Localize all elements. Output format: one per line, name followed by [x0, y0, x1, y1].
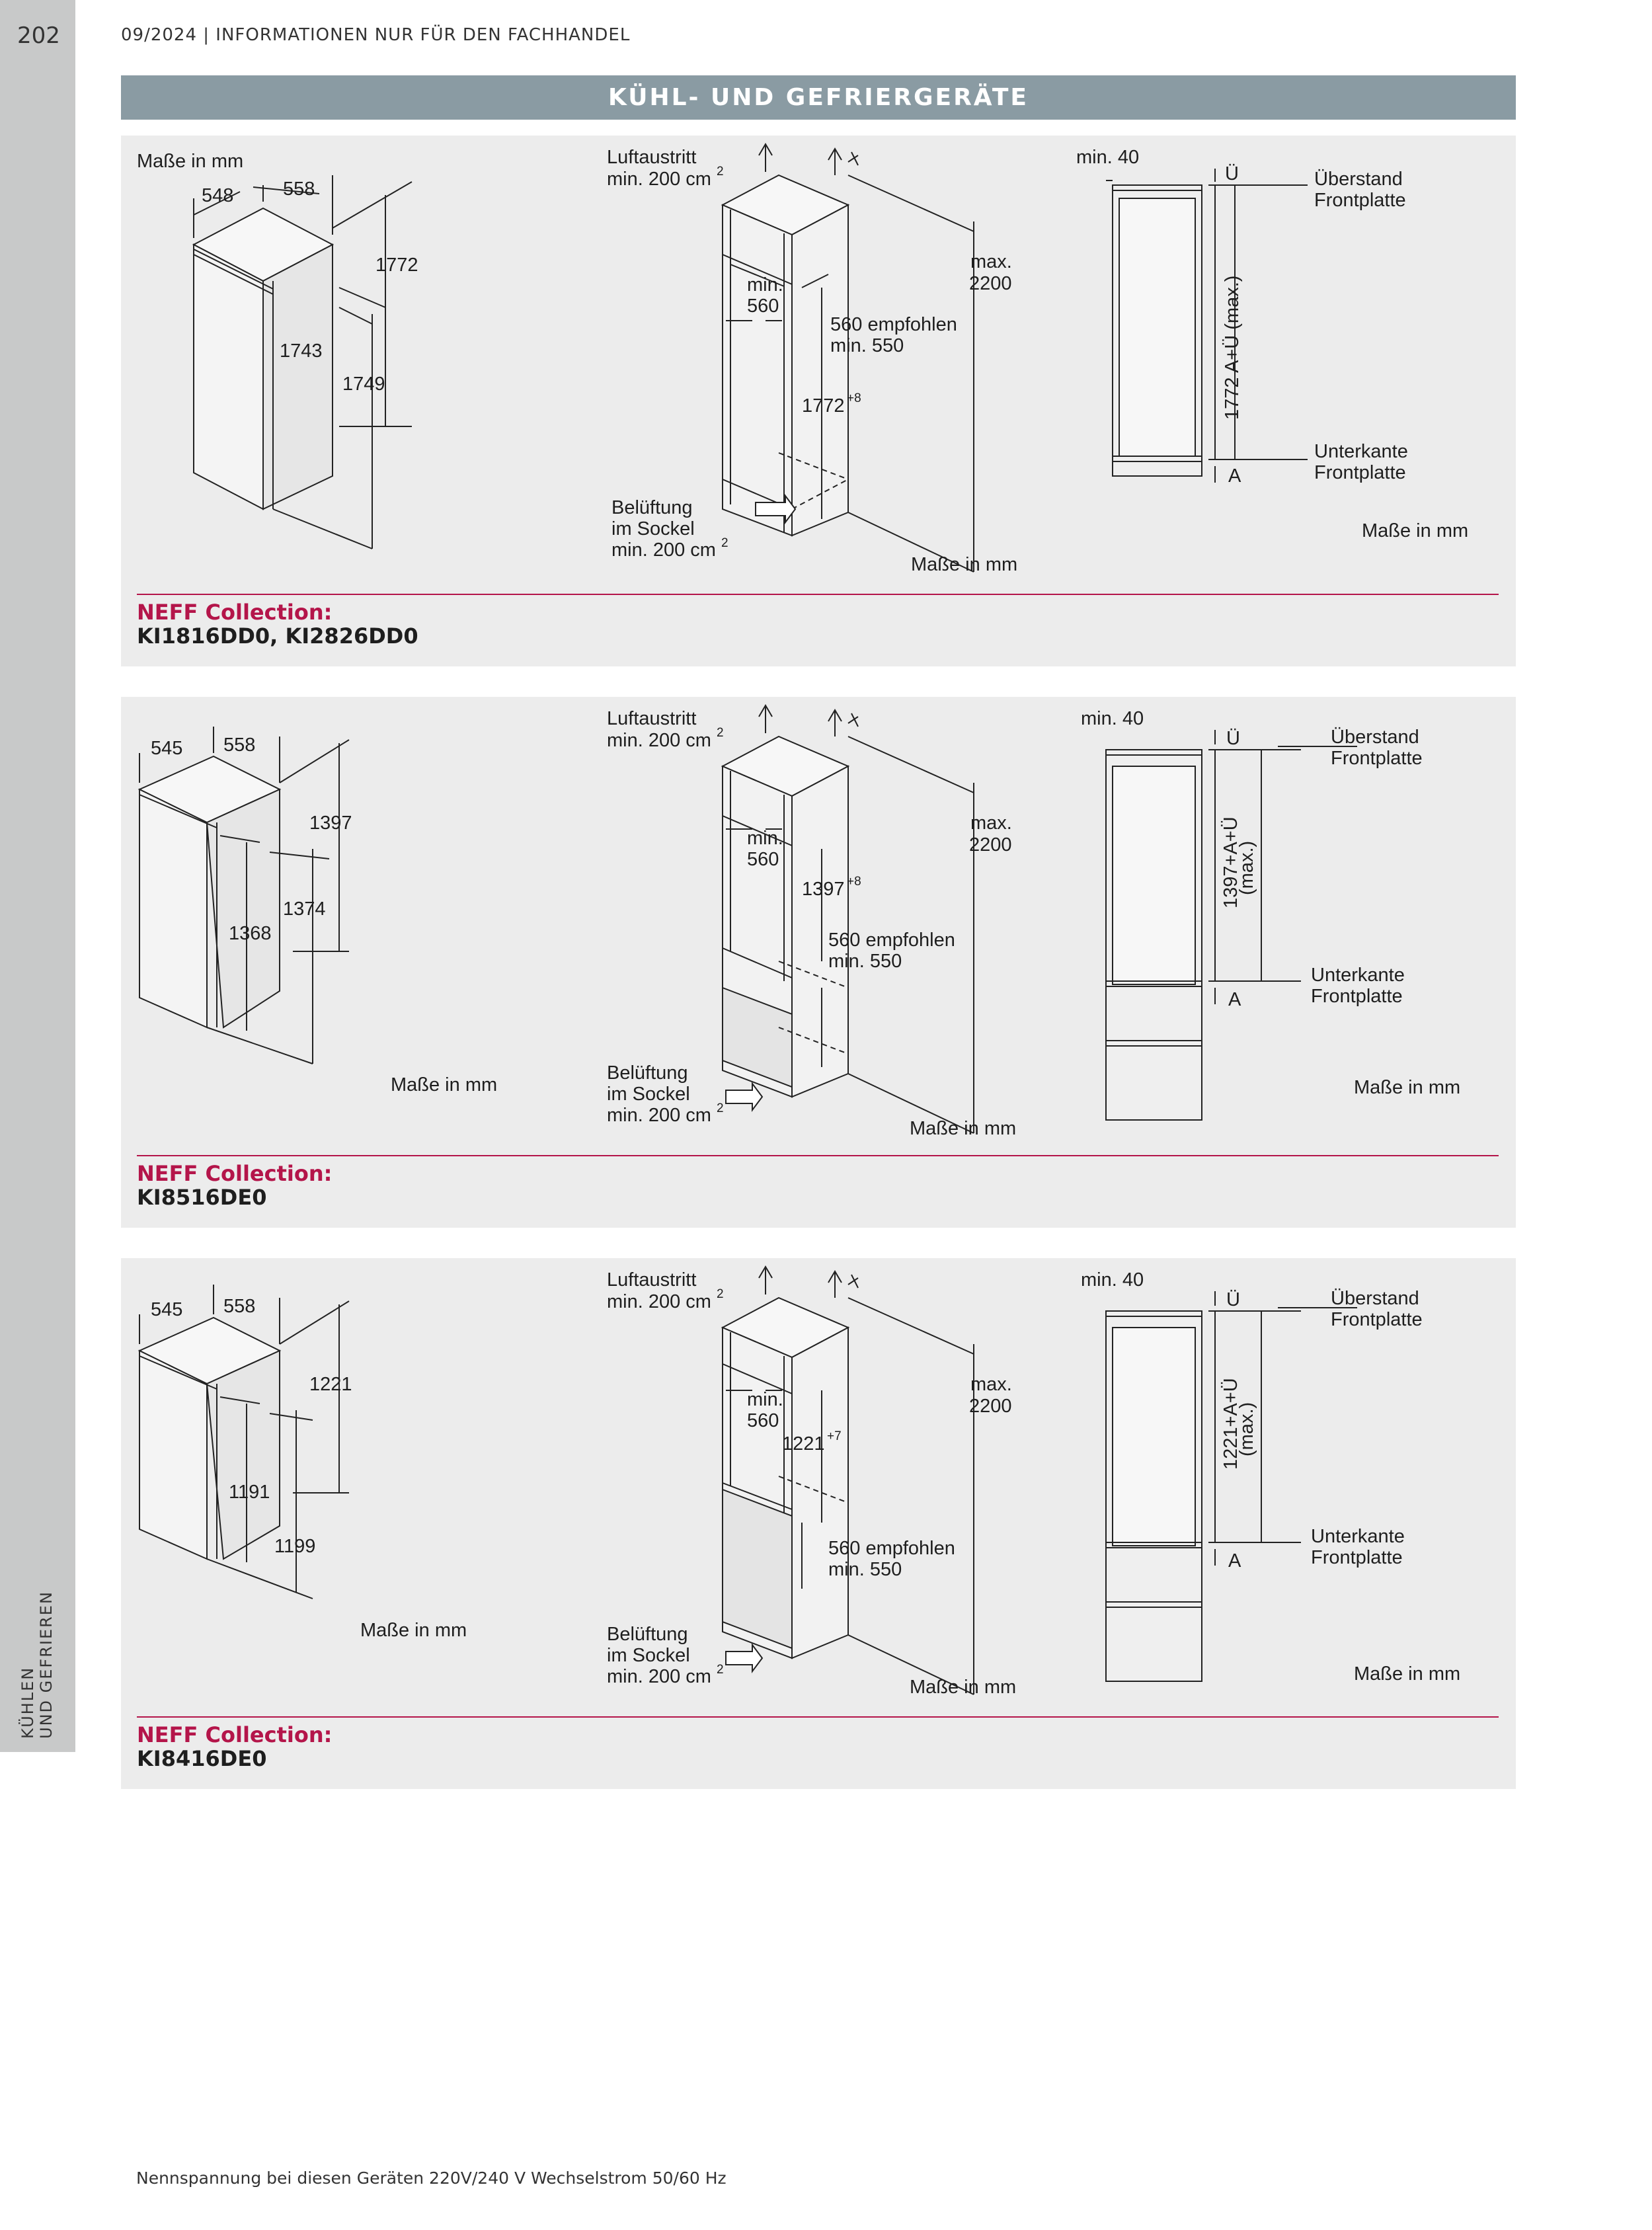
dim-height-inner: 1743 [280, 340, 323, 362]
dimension-drawings-2 [121, 697, 1516, 1228]
vent-label: Belüftung [611, 497, 693, 518]
collection-models: KI8516DE0 [137, 1185, 267, 1210]
overhang-label: Überstand [1314, 169, 1403, 190]
superscript-2: 2 [721, 536, 728, 550]
front-panel-label: Frontplatte [1331, 748, 1423, 769]
niche-tolerance: +7 [827, 1429, 842, 1443]
min-label: min. [747, 274, 783, 296]
u-label: Ü [1225, 163, 1239, 184]
overhang-label: Überstand [1331, 1288, 1419, 1309]
section-banner: KÜHL- UND GEFRIERGERÄTE [121, 75, 1516, 120]
u-label: Ü [1226, 1289, 1240, 1310]
dim-width: 558 [283, 179, 315, 200]
collection-models: KI1816DD0, KI2826DD0 [137, 623, 418, 649]
recommended-depth: 560 empfohlen [828, 1538, 955, 1559]
max-value: 2200 [969, 273, 1012, 294]
dim-height-total: 1397 [309, 813, 352, 834]
niche-height: 1397 [802, 879, 845, 900]
dim-depth: 545 [151, 738, 183, 759]
recommended-depth: 560 empfohlen [828, 930, 955, 951]
units-label: Maße in mm [911, 554, 1018, 575]
front-panel-label: Frontplatte [1331, 1309, 1423, 1330]
appliance-drawing [194, 175, 412, 549]
dimension-drawings-1 [121, 136, 1516, 666]
footer-note: Nennspannung bei diesen Geräten 220V/240 V Wechselstrom 50/60 Hz [136, 2169, 727, 2188]
bottom-edge-label: Unterkante [1311, 965, 1405, 986]
dim-width: 558 [223, 735, 256, 756]
air-out-label: Luftaustritt [607, 1269, 697, 1291]
niche-tolerance: +8 [847, 875, 861, 889]
units-label: Maße in mm [1354, 1663, 1461, 1685]
min-value: 560 [747, 849, 779, 870]
dim-height-inner: 1368 [229, 923, 272, 944]
units-label: Maße in mm [1362, 520, 1469, 541]
a-label: A [1228, 465, 1241, 487]
min-depth: min. 550 [828, 1559, 902, 1580]
max-label: max. [970, 1374, 1012, 1395]
u-label: Ü [1226, 728, 1240, 749]
min-depth: min. 550 [830, 335, 904, 356]
vertical-dim-label-2: (max.) [1236, 840, 1257, 895]
product-section-1 [121, 136, 1516, 666]
recommended-depth: 560 empfohlen [830, 314, 957, 335]
max-label: max. [970, 251, 1012, 272]
bottom-edge-label: Unterkante [1314, 441, 1408, 462]
vertical-dim-label: 1772 A+Ü (max.) [1222, 275, 1243, 420]
units-label: Maße in mm [360, 1620, 467, 1641]
a-label: A [1228, 1550, 1241, 1572]
units-label: Maße in mm [391, 1074, 498, 1095]
page-number: 202 [17, 22, 60, 49]
vent-where: im Sockel [607, 1645, 690, 1666]
max-value: 2200 [969, 834, 1012, 856]
min-40-label: min. 40 [1076, 147, 1140, 168]
dim-height-total: 1221 [309, 1374, 352, 1395]
min-label: min. [747, 828, 783, 849]
front-panel-drawing [1106, 1291, 1357, 1681]
vent-area: min. 200 cm [607, 1105, 711, 1126]
dim-height-side: 1199 [274, 1536, 316, 1557]
niche-height: 1772 [802, 395, 845, 417]
front-panel-drawing [1106, 730, 1357, 1120]
collection-rule [137, 1155, 1499, 1156]
air-out-area: min. 200 cm [607, 169, 711, 190]
superscript-2: 2 [717, 165, 724, 179]
min-depth: min. 550 [828, 951, 902, 972]
overhang-label: Überstand [1331, 727, 1419, 748]
min-40-label: min. 40 [1081, 1269, 1144, 1291]
niche-drawing [723, 705, 974, 1133]
dim-height-inner: 1191 [229, 1482, 270, 1503]
collection-title: NEFF Collection: [137, 1161, 333, 1186]
collection-models: KI8416DE0 [137, 1746, 267, 1771]
units-label: Maße in mm [910, 1118, 1017, 1139]
side-label-line-2: UND GEFRIEREN [37, 1591, 56, 1739]
min-40-label: min. 40 [1081, 708, 1144, 729]
vent-area: min. 200 cm [611, 539, 716, 561]
vent-where: im Sockel [611, 518, 695, 539]
max-value: 2200 [969, 1396, 1012, 1417]
vent-area: min. 200 cm [607, 1666, 711, 1687]
units-label: Maße in mm [137, 151, 244, 172]
collection-rule [137, 1716, 1499, 1718]
units-label: Maße in mm [910, 1677, 1017, 1698]
vent-where: im Sockel [607, 1084, 690, 1105]
superscript-2: 2 [717, 1663, 724, 1677]
front-panel-drawing [1106, 169, 1308, 483]
air-out-label: Luftaustritt [607, 708, 697, 729]
bottom-panel-label: Frontplatte [1314, 462, 1406, 483]
side-tab [0, 0, 75, 1752]
niche-tolerance: +8 [847, 391, 861, 405]
air-out-label: Luftaustritt [607, 147, 697, 168]
front-panel-label: Frontplatte [1314, 190, 1406, 211]
side-chapter-label [19, 1591, 56, 1739]
dim-depth: 545 [151, 1299, 183, 1320]
niche-drawing [723, 1267, 974, 1694]
bottom-panel-label: Frontplatte [1311, 986, 1403, 1007]
air-out-area: min. 200 cm [607, 1291, 711, 1312]
bottom-edge-label: Unterkante [1311, 1526, 1405, 1547]
dim-height-side: 1749 [342, 374, 385, 395]
product-section-3 [121, 1258, 1516, 1789]
vent-label: Belüftung [607, 1624, 688, 1645]
air-out-area: min. 200 cm [607, 730, 711, 751]
superscript-2: 2 [717, 1287, 724, 1301]
min-label: min. [747, 1389, 783, 1410]
dim-height-side: 1374 [283, 898, 326, 920]
superscript-2: 2 [717, 1101, 724, 1115]
product-section-2 [121, 697, 1516, 1228]
superscript-2: 2 [717, 726, 724, 740]
vertical-dim-label: 1397+A+Ü [1220, 816, 1241, 908]
vertical-dim-label-2: (max.) [1236, 1402, 1257, 1456]
collection-title: NEFF Collection: [137, 600, 333, 625]
dim-height-total: 1772 [375, 255, 418, 276]
min-value: 560 [747, 296, 779, 317]
collection-title: NEFF Collection: [137, 1722, 333, 1747]
vent-label: Belüftung [607, 1062, 688, 1084]
collection-rule [137, 594, 1499, 595]
max-label: max. [970, 813, 1012, 834]
vertical-dim-label: 1221+A+Ü [1220, 1378, 1241, 1470]
appliance-drawing [139, 1285, 349, 1599]
dim-width: 558 [223, 1296, 256, 1317]
side-label-line-1: KÜHLEN [19, 1666, 37, 1739]
niche-height: 1221 [782, 1433, 825, 1454]
units-label: Maße in mm [1354, 1077, 1461, 1098]
min-value: 560 [747, 1410, 779, 1431]
appliance-drawing [139, 727, 349, 1064]
niche-drawing [723, 144, 974, 572]
dimension-drawings-3 [121, 1258, 1516, 1789]
dim-depth: 548 [202, 185, 234, 206]
a-label: A [1228, 989, 1241, 1010]
bottom-panel-label: Frontplatte [1311, 1547, 1403, 1568]
page-header: 09/2024 | INFORMATIONEN NUR FÜR DEN FACHHANDEL [121, 25, 631, 45]
